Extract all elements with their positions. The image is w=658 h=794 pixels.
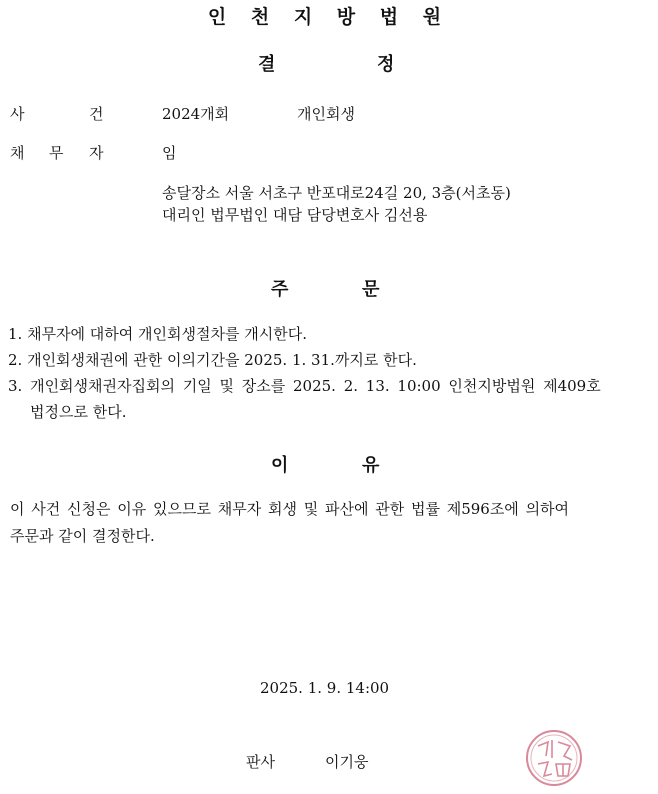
reason-heading-right: 유 — [362, 455, 380, 476]
judge-name: 이기웅 — [325, 753, 369, 771]
court-name: 인 천 지 방 법 원 — [207, 6, 451, 28]
decision-date: 2025. 1. 9. 14:00 — [260, 679, 390, 697]
case-label-char-1: 사 — [10, 105, 25, 123]
court-seal-icon — [524, 728, 584, 788]
debtor-label-char-2: 무 — [49, 144, 64, 162]
debtor-label-char-1: 채 — [10, 144, 25, 162]
reason-heading-left: 이 — [271, 455, 289, 476]
debtor-label-char-3: 자 — [89, 144, 104, 162]
decision-title-left: 결 — [258, 54, 276, 75]
judge-title: 판사 — [246, 753, 275, 771]
order-item-2: 2. 개인회생채권에 관한 이의기간을 2025. 1. 31.까지로 한다. — [8, 351, 417, 369]
legal-agent: 대리인 법무법인 대담 담당변호사 김선용 — [162, 206, 428, 224]
debtor-name: 임 — [162, 144, 177, 162]
service-address: 송달장소 서울 서초구 반포대로24길 20, 3층(서초동) — [162, 184, 511, 202]
order-heading-left: 주 — [271, 279, 289, 300]
order-heading-right: 문 — [362, 279, 380, 300]
case-number: 2024개회 — [162, 105, 230, 123]
decision-title-right: 정 — [377, 54, 395, 75]
reason-line-1: 이 사건 신청은 이유 있으므로 채무자 회생 및 파산에 관한 법률 제596조에 의하여 — [10, 500, 570, 518]
case-name: 개인회생 — [297, 105, 355, 123]
case-label-char-2: 건 — [89, 105, 104, 123]
order-item-3-continued: 법정으로 한다. — [30, 403, 127, 421]
order-item-3: 3. 개인회생채권자집회의 기일 및 장소를 2025. 2. 13. 10:00 인천지방법원 제409호 — [8, 377, 601, 395]
order-item-1: 1. 채무자에 대하여 개인회생절차를 개시한다. — [8, 325, 307, 343]
reason-line-2: 주문과 같이 결정한다. — [10, 527, 155, 545]
